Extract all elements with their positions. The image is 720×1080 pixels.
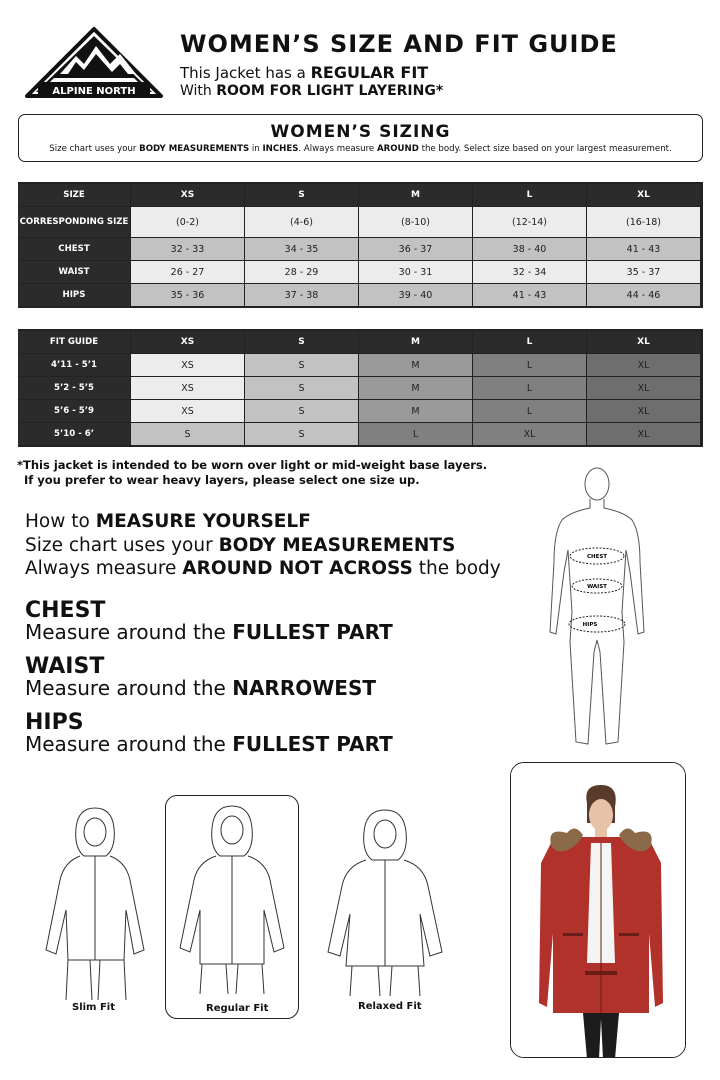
table-header-row: [18, 331, 703, 353]
hips-instruction: Measure around the FULLEST PART: [25, 732, 393, 756]
layering-line: With ROOM FOR LIGHT LAYERING*: [180, 83, 444, 99]
table-cell: 32 - 33: [131, 238, 244, 260]
table-cell: 41 - 43: [587, 238, 700, 260]
header-cell: FIT GUIDE: [18, 331, 130, 353]
layering-footnote: *This jacket is intended to be worn over light or mid-weight base layers. If you prefer to wear heavy layers, please select one size up.: [17, 458, 488, 487]
row-label: HIPS: [18, 284, 130, 306]
regular-fit-label: Regular Fit: [206, 1003, 269, 1014]
table-cell: XL: [587, 377, 700, 399]
regular-fit-sketch: [176, 800, 288, 994]
table-header-row: [18, 184, 703, 206]
table-row: [18, 284, 703, 306]
table-cell: 30 - 31: [359, 261, 472, 283]
table-cell: 38 - 40: [473, 238, 586, 260]
size-chart-table: [18, 182, 703, 308]
row-label: CHEST: [18, 238, 130, 260]
table-cell: S: [245, 400, 358, 422]
hips-marker-label: HIPS: [582, 622, 598, 628]
table-cell: (0-2): [131, 207, 244, 237]
table-row: [18, 354, 703, 376]
row-label: 5’10 - 6’: [18, 423, 130, 445]
header-cell: L: [473, 331, 586, 353]
hips-heading: HIPS: [25, 710, 84, 735]
slim-fit-label: Slim Fit: [72, 1002, 115, 1013]
table-row: [18, 377, 703, 399]
body-measurement-figure: [540, 462, 655, 752]
slim-fit-sketch: [40, 800, 150, 1000]
table-cell: 35 - 36: [131, 284, 244, 306]
table-cell: M: [359, 377, 472, 399]
row-label: 5’6 - 5’9: [18, 400, 130, 422]
sizing-note: Size chart uses your BODY MEASUREMENTS in INCHES. Always measure AROUND the body. Select size based on your largest measurement.: [49, 144, 672, 154]
relaxed-fit-label: Relaxed Fit: [358, 1001, 422, 1012]
table-cell: XL: [473, 423, 586, 445]
chest-instruction: Measure around the FULLEST PART: [25, 620, 393, 644]
table-cell: 41 - 43: [473, 284, 586, 306]
header-cell: XL: [587, 184, 700, 206]
table-cell: 36 - 37: [359, 238, 472, 260]
table-cell: S: [245, 377, 358, 399]
relaxed-fit-sketch: [326, 806, 444, 996]
table-cell: XL: [587, 400, 700, 422]
sizing-banner: [18, 114, 703, 162]
table-cell: L: [473, 400, 586, 422]
table-cell: (16-18): [587, 207, 700, 237]
table-cell: 44 - 46: [587, 284, 700, 306]
waist-instruction: Measure around the NARROWEST: [25, 676, 377, 700]
row-label: 5’2 - 5’5: [18, 377, 130, 399]
table-cell: L: [473, 377, 586, 399]
model-in-jacket-image: [511, 763, 686, 1058]
table-cell: S: [245, 354, 358, 376]
chest-heading: CHEST: [25, 598, 106, 623]
row-label: WAIST: [18, 261, 130, 283]
table-cell: M: [359, 400, 472, 422]
table-cell: 35 - 37: [587, 261, 700, 283]
header-cell: L: [473, 184, 586, 206]
header-cell: M: [359, 331, 472, 353]
table-cell: L: [359, 423, 472, 445]
table-cell: L: [473, 354, 586, 376]
header-cell: XS: [131, 184, 244, 206]
table-row: [18, 261, 703, 283]
table-cell: XS: [131, 400, 244, 422]
measure-instruction: Always measure AROUND NOT ACROSS the body: [25, 558, 501, 579]
row-label: CORRESPONDING SIZE: [18, 207, 130, 237]
table-row: [18, 238, 703, 260]
table-cell: 34 - 35: [245, 238, 358, 260]
table-row: [18, 423, 703, 445]
table-cell: XL: [587, 354, 700, 376]
table-cell: 26 - 27: [131, 261, 244, 283]
sizing-title: WOMEN’S SIZING: [270, 122, 451, 142]
table-cell: 37 - 38: [245, 284, 358, 306]
header-cell: S: [245, 331, 358, 353]
row-label: 4’11 - 5’1: [18, 354, 130, 376]
table-cell: S: [131, 423, 244, 445]
table-cell: (8-10): [359, 207, 472, 237]
fit-guide-table: [18, 329, 703, 447]
logo-text: ALPINE NORTH: [52, 86, 136, 97]
table-cell: 32 - 34: [473, 261, 586, 283]
table-cell: XL: [587, 423, 700, 445]
fit-line: This Jacket has a REGULAR FIT: [180, 63, 429, 82]
table-cell: (4-6): [245, 207, 358, 237]
page-title: WOMEN’S SIZE AND FIT GUIDE: [180, 30, 618, 58]
header-cell: XS: [131, 331, 244, 353]
measure-heading: How to MEASURE YOURSELF: [25, 511, 311, 532]
product-photo: [510, 762, 686, 1058]
header-cell: S: [245, 184, 358, 206]
brand-logo: [24, 26, 164, 100]
header-cell: XL: [587, 331, 700, 353]
table-cell: XS: [131, 354, 244, 376]
table-row: [18, 207, 703, 237]
table-cell: 39 - 40: [359, 284, 472, 306]
table-cell: M: [359, 354, 472, 376]
table-cell: S: [245, 423, 358, 445]
waist-heading: WAIST: [25, 654, 105, 679]
header-cell: M: [359, 184, 472, 206]
header-cell: SIZE: [18, 184, 130, 206]
table-cell: XS: [131, 377, 244, 399]
chest-marker-label: CHEST: [586, 554, 608, 560]
table-row: [18, 400, 703, 422]
measure-instruction: Size chart uses your BODY MEASUREMENTS: [25, 535, 456, 556]
table-cell: (12-14): [473, 207, 586, 237]
table-cell: 28 - 29: [245, 261, 358, 283]
waist-marker-label: WAIST: [587, 584, 607, 590]
